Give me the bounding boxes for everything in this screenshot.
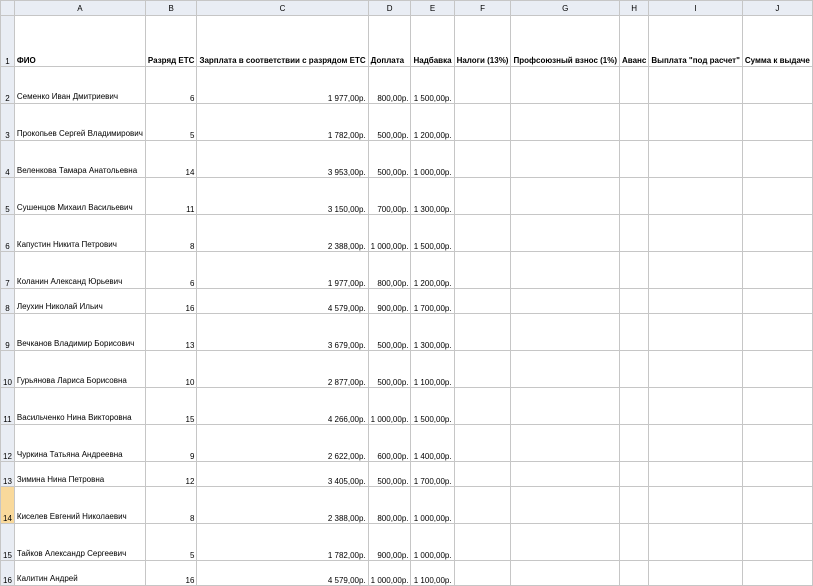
cell-taxes[interactable] (454, 104, 511, 141)
cell-extra-pay[interactable]: 500,00р. (368, 314, 411, 351)
cell-salary[interactable]: 4 579,00р. (197, 289, 368, 314)
cell-bonus[interactable]: 1 000,00р. (411, 524, 454, 561)
cell-extra-pay[interactable]: 500,00р. (368, 351, 411, 388)
header-cell-taxes[interactable]: Налоги (13%) (454, 16, 511, 67)
cell-advance[interactable] (620, 524, 649, 561)
cell-union-fee[interactable] (511, 67, 620, 104)
cell-total[interactable] (742, 524, 812, 561)
cell-payout[interactable] (649, 462, 743, 487)
row-header[interactable]: 6 (1, 215, 15, 252)
cell-salary[interactable]: 3 150,00р. (197, 178, 368, 215)
cell-taxes[interactable] (454, 141, 511, 178)
row-header[interactable]: 7 (1, 252, 15, 289)
cell-rank[interactable]: 15 (145, 388, 197, 425)
cell-salary[interactable]: 2 388,00р. (197, 215, 368, 252)
cell-advance[interactable] (620, 141, 649, 178)
cell-total[interactable] (742, 178, 812, 215)
cell-union-fee[interactable] (511, 561, 620, 586)
header-cell-advance[interactable]: Аванс (620, 16, 649, 67)
cell-taxes[interactable] (454, 524, 511, 561)
column-header-f[interactable]: F (454, 1, 511, 16)
cell-bonus[interactable]: 1 100,00р. (411, 561, 454, 586)
cell-rank[interactable]: 14 (145, 141, 197, 178)
cell-advance[interactable] (620, 178, 649, 215)
cell-payout[interactable] (649, 178, 743, 215)
cell-advance[interactable] (620, 388, 649, 425)
cell-union-fee[interactable] (511, 462, 620, 487)
cell-bonus[interactable]: 1 700,00р. (411, 462, 454, 487)
cell-salary[interactable]: 1 782,00р. (197, 104, 368, 141)
cell-fio[interactable]: Чуркина Татьяна Андреевна (14, 425, 145, 462)
cell-union-fee[interactable] (511, 425, 620, 462)
row-header[interactable]: 14 (1, 487, 15, 524)
cell-payout[interactable] (649, 561, 743, 586)
cell-taxes[interactable] (454, 67, 511, 104)
header-cell-union-fee[interactable]: Профсоюзный взнос (1%) (511, 16, 620, 67)
table-row (1, 388, 813, 425)
cell-bonus[interactable]: 1 500,00р. (411, 388, 454, 425)
cell-fio[interactable]: Калитин Андрей (14, 561, 145, 586)
cell-bonus[interactable]: 1 300,00р. (411, 314, 454, 351)
column-header-b[interactable]: B (145, 1, 197, 16)
cell-taxes[interactable] (454, 388, 511, 425)
table-row (1, 67, 813, 104)
cell-payout[interactable] (649, 141, 743, 178)
column-header-d[interactable]: D (368, 1, 411, 16)
cell-payout[interactable] (649, 314, 743, 351)
table-row (1, 215, 813, 252)
cell-bonus[interactable]: 1 200,00р. (411, 252, 454, 289)
cell-union-fee[interactable] (511, 178, 620, 215)
cell-total[interactable] (742, 561, 812, 586)
cell-extra-pay[interactable]: 600,00р. (368, 425, 411, 462)
row-header[interactable]: 15 (1, 524, 15, 561)
cell-salary[interactable]: 1 977,00р. (197, 67, 368, 104)
cell-union-fee[interactable] (511, 524, 620, 561)
row-header[interactable]: 3 (1, 104, 15, 141)
cell-rank[interactable]: 10 (145, 351, 197, 388)
cell-bonus[interactable]: 1 200,00р. (411, 104, 454, 141)
cell-fio[interactable]: Зимина Нина Петровна (14, 462, 145, 487)
cell-rank[interactable]: 8 (145, 487, 197, 524)
column-header-c[interactable]: C (197, 1, 368, 16)
header-cell-rank[interactable]: Разряд ЕТС (145, 16, 197, 67)
header-cell-bonus[interactable]: Надбавка (411, 16, 454, 67)
row-header[interactable]: 13 (1, 462, 15, 487)
column-header-h[interactable]: H (620, 1, 649, 16)
table-row (1, 178, 813, 215)
cell-extra-pay[interactable]: 900,00р. (368, 289, 411, 314)
cell-rank[interactable]: 9 (145, 425, 197, 462)
header-cell-salary[interactable]: Зарплата в соответствии с разрядом ЕТС (197, 16, 368, 67)
cell-bonus[interactable]: 1 700,00р. (411, 289, 454, 314)
cell-salary[interactable]: 2 877,00р. (197, 351, 368, 388)
cell-extra-pay[interactable]: 700,00р. (368, 178, 411, 215)
cell-union-fee[interactable] (511, 351, 620, 388)
cell-union-fee[interactable] (511, 487, 620, 524)
cell-taxes[interactable] (454, 351, 511, 388)
cell-total[interactable] (742, 67, 812, 104)
cell-payout[interactable] (649, 67, 743, 104)
cell-salary[interactable]: 1 977,00р. (197, 252, 368, 289)
column-header-j[interactable]: J (742, 1, 812, 16)
cell-advance[interactable] (620, 67, 649, 104)
cell-payout[interactable] (649, 425, 743, 462)
table-row (1, 524, 813, 561)
cell-extra-pay[interactable]: 900,00р. (368, 524, 411, 561)
cell-union-fee[interactable] (511, 388, 620, 425)
cell-payout[interactable] (649, 104, 743, 141)
header-cell-extra-pay[interactable]: Доплата (368, 16, 411, 67)
select-all-corner[interactable] (1, 1, 15, 16)
cell-salary[interactable]: 1 782,00р. (197, 524, 368, 561)
cell-taxes[interactable] (454, 289, 511, 314)
table-row (1, 104, 813, 141)
cell-total[interactable] (742, 252, 812, 289)
cell-extra-pay[interactable]: 500,00р. (368, 104, 411, 141)
cell-taxes[interactable] (454, 252, 511, 289)
cell-rank[interactable]: 6 (145, 67, 197, 104)
cell-taxes[interactable] (454, 487, 511, 524)
cell-advance[interactable] (620, 462, 649, 487)
cell-fio[interactable]: Сушенцов Михаил Васильевич (14, 178, 145, 215)
cell-salary[interactable]: 4 579,00р. (197, 561, 368, 586)
cell-advance[interactable] (620, 561, 649, 586)
cell-fio[interactable]: Леухин Николай Ильич (14, 289, 145, 314)
cell-union-fee[interactable] (511, 104, 620, 141)
cell-taxes[interactable] (454, 215, 511, 252)
cell-advance[interactable] (620, 487, 649, 524)
cell-salary[interactable]: 2 388,00р. (197, 487, 368, 524)
cell-rank[interactable]: 16 (145, 289, 197, 314)
cell-total[interactable] (742, 425, 812, 462)
cell-payout[interactable] (649, 351, 743, 388)
cell-extra-pay[interactable]: 500,00р. (368, 462, 411, 487)
cell-fio[interactable]: Прокопьев Сергей Владимирович (14, 104, 145, 141)
cell-advance[interactable] (620, 314, 649, 351)
cell-fio[interactable]: Васильченко Нина Викторовна (14, 388, 145, 425)
cell-rank[interactable]: 5 (145, 104, 197, 141)
row-header[interactable]: 8 (1, 289, 15, 314)
cell-taxes[interactable] (454, 462, 511, 487)
cell-fio[interactable]: Коланин Александ Юрьевич (14, 252, 145, 289)
table-row (1, 289, 813, 314)
row-header[interactable]: 12 (1, 425, 15, 462)
table-row (1, 561, 813, 586)
cell-payout[interactable] (649, 252, 743, 289)
cell-fio[interactable]: Киселев Евгений Николаевич (14, 487, 145, 524)
cell-union-fee[interactable] (511, 289, 620, 314)
cell-union-fee[interactable] (511, 314, 620, 351)
cell-extra-pay[interactable]: 500,00р. (368, 141, 411, 178)
cell-total[interactable] (742, 351, 812, 388)
cell-bonus[interactable]: 1 500,00р. (411, 67, 454, 104)
cell-total[interactable] (742, 462, 812, 487)
cell-fio[interactable]: Семенко Иван Дмитриевич (14, 67, 145, 104)
row-header[interactable]: 5 (1, 178, 15, 215)
cell-salary[interactable]: 3 953,00р. (197, 141, 368, 178)
row-header[interactable]: 4 (1, 141, 15, 178)
cell-bonus[interactable]: 1 100,00р. (411, 351, 454, 388)
cell-salary[interactable]: 2 622,00р. (197, 425, 368, 462)
cell-payout[interactable] (649, 524, 743, 561)
column-header-g[interactable]: G (511, 1, 620, 16)
cell-bonus[interactable]: 1 000,00р. (411, 141, 454, 178)
table-row (1, 252, 813, 289)
cell-rank[interactable]: 13 (145, 314, 197, 351)
cell-bonus[interactable]: 1 300,00р. (411, 178, 454, 215)
cell-fio[interactable]: Гурьянова Лариса Борисовна (14, 351, 145, 388)
header-cell-total[interactable]: Сумма к выдаче (742, 16, 812, 67)
table-row (1, 351, 813, 388)
cell-advance[interactable] (620, 104, 649, 141)
table-row (1, 425, 813, 462)
cell-payout[interactable] (649, 215, 743, 252)
cell-payout[interactable] (649, 388, 743, 425)
cell-total[interactable] (742, 487, 812, 524)
cell-fio[interactable]: Капустин Никита Петрович (14, 215, 145, 252)
cell-bonus[interactable]: 1 000,00р. (411, 487, 454, 524)
cell-advance[interactable] (620, 252, 649, 289)
cell-union-fee[interactable] (511, 215, 620, 252)
cell-total[interactable] (742, 289, 812, 314)
row-header[interactable]: 11 (1, 388, 15, 425)
row-header[interactable]: 9 (1, 314, 15, 351)
cell-advance[interactable] (620, 215, 649, 252)
cell-total[interactable] (742, 388, 812, 425)
table-row (1, 487, 813, 524)
cell-payout[interactable] (649, 487, 743, 524)
table-row (1, 462, 813, 487)
cell-bonus[interactable]: 1 500,00р. (411, 215, 454, 252)
cell-extra-pay[interactable]: 800,00р. (368, 487, 411, 524)
cell-extra-pay[interactable]: 1 000,00р. (368, 388, 411, 425)
cell-rank[interactable]: 5 (145, 524, 197, 561)
cell-total[interactable] (742, 215, 812, 252)
cell-fio[interactable]: Тайков Александр Сергеевич (14, 524, 145, 561)
cell-payout[interactable] (649, 289, 743, 314)
cell-rank[interactable]: 11 (145, 178, 197, 215)
cell-extra-pay[interactable]: 800,00р. (368, 67, 411, 104)
row-header[interactable]: 16 (1, 561, 15, 586)
cell-fio[interactable]: Веленкова Тамара Анатольевна (14, 141, 145, 178)
table-row (1, 141, 813, 178)
cell-total[interactable] (742, 141, 812, 178)
cell-rank[interactable]: 8 (145, 215, 197, 252)
cell-taxes[interactable] (454, 561, 511, 586)
row-header[interactable]: 10 (1, 351, 15, 388)
cell-taxes[interactable] (454, 425, 511, 462)
row-header[interactable]: 1 (1, 16, 15, 67)
header-cell-fio[interactable]: ФИО (14, 16, 145, 67)
cell-extra-pay[interactable]: 1 000,00р. (368, 215, 411, 252)
cell-union-fee[interactable] (511, 252, 620, 289)
cell-total[interactable] (742, 314, 812, 351)
cell-fio[interactable]: Вечканов Владимир Борисович (14, 314, 145, 351)
cell-extra-pay[interactable]: 1 000,00р. (368, 561, 411, 586)
cell-salary[interactable]: 3 405,00р. (197, 462, 368, 487)
cell-advance[interactable] (620, 351, 649, 388)
header-cell-payout[interactable]: Выплата "под расчет" (649, 16, 743, 67)
cell-extra-pay[interactable]: 800,00р. (368, 252, 411, 289)
cell-rank[interactable]: 16 (145, 561, 197, 586)
column-header-row (1, 1, 813, 16)
cell-rank[interactable]: 12 (145, 462, 197, 487)
cell-union-fee[interactable] (511, 141, 620, 178)
column-header-e[interactable]: E (411, 1, 454, 16)
cell-salary[interactable]: 3 679,00р. (197, 314, 368, 351)
cell-salary[interactable]: 4 266,00р. (197, 388, 368, 425)
column-header-a[interactable]: A (14, 1, 145, 16)
row-header[interactable]: 2 (1, 67, 15, 104)
table-row (1, 314, 813, 351)
cell-rank[interactable]: 6 (145, 252, 197, 289)
cell-bonus[interactable]: 1 400,00р. (411, 425, 454, 462)
column-header-i[interactable]: I (649, 1, 743, 16)
cell-advance[interactable] (620, 289, 649, 314)
cell-taxes[interactable] (454, 314, 511, 351)
cell-total[interactable] (742, 104, 812, 141)
cell-taxes[interactable] (454, 178, 511, 215)
cell-advance[interactable] (620, 425, 649, 462)
table-header-row (1, 16, 813, 67)
